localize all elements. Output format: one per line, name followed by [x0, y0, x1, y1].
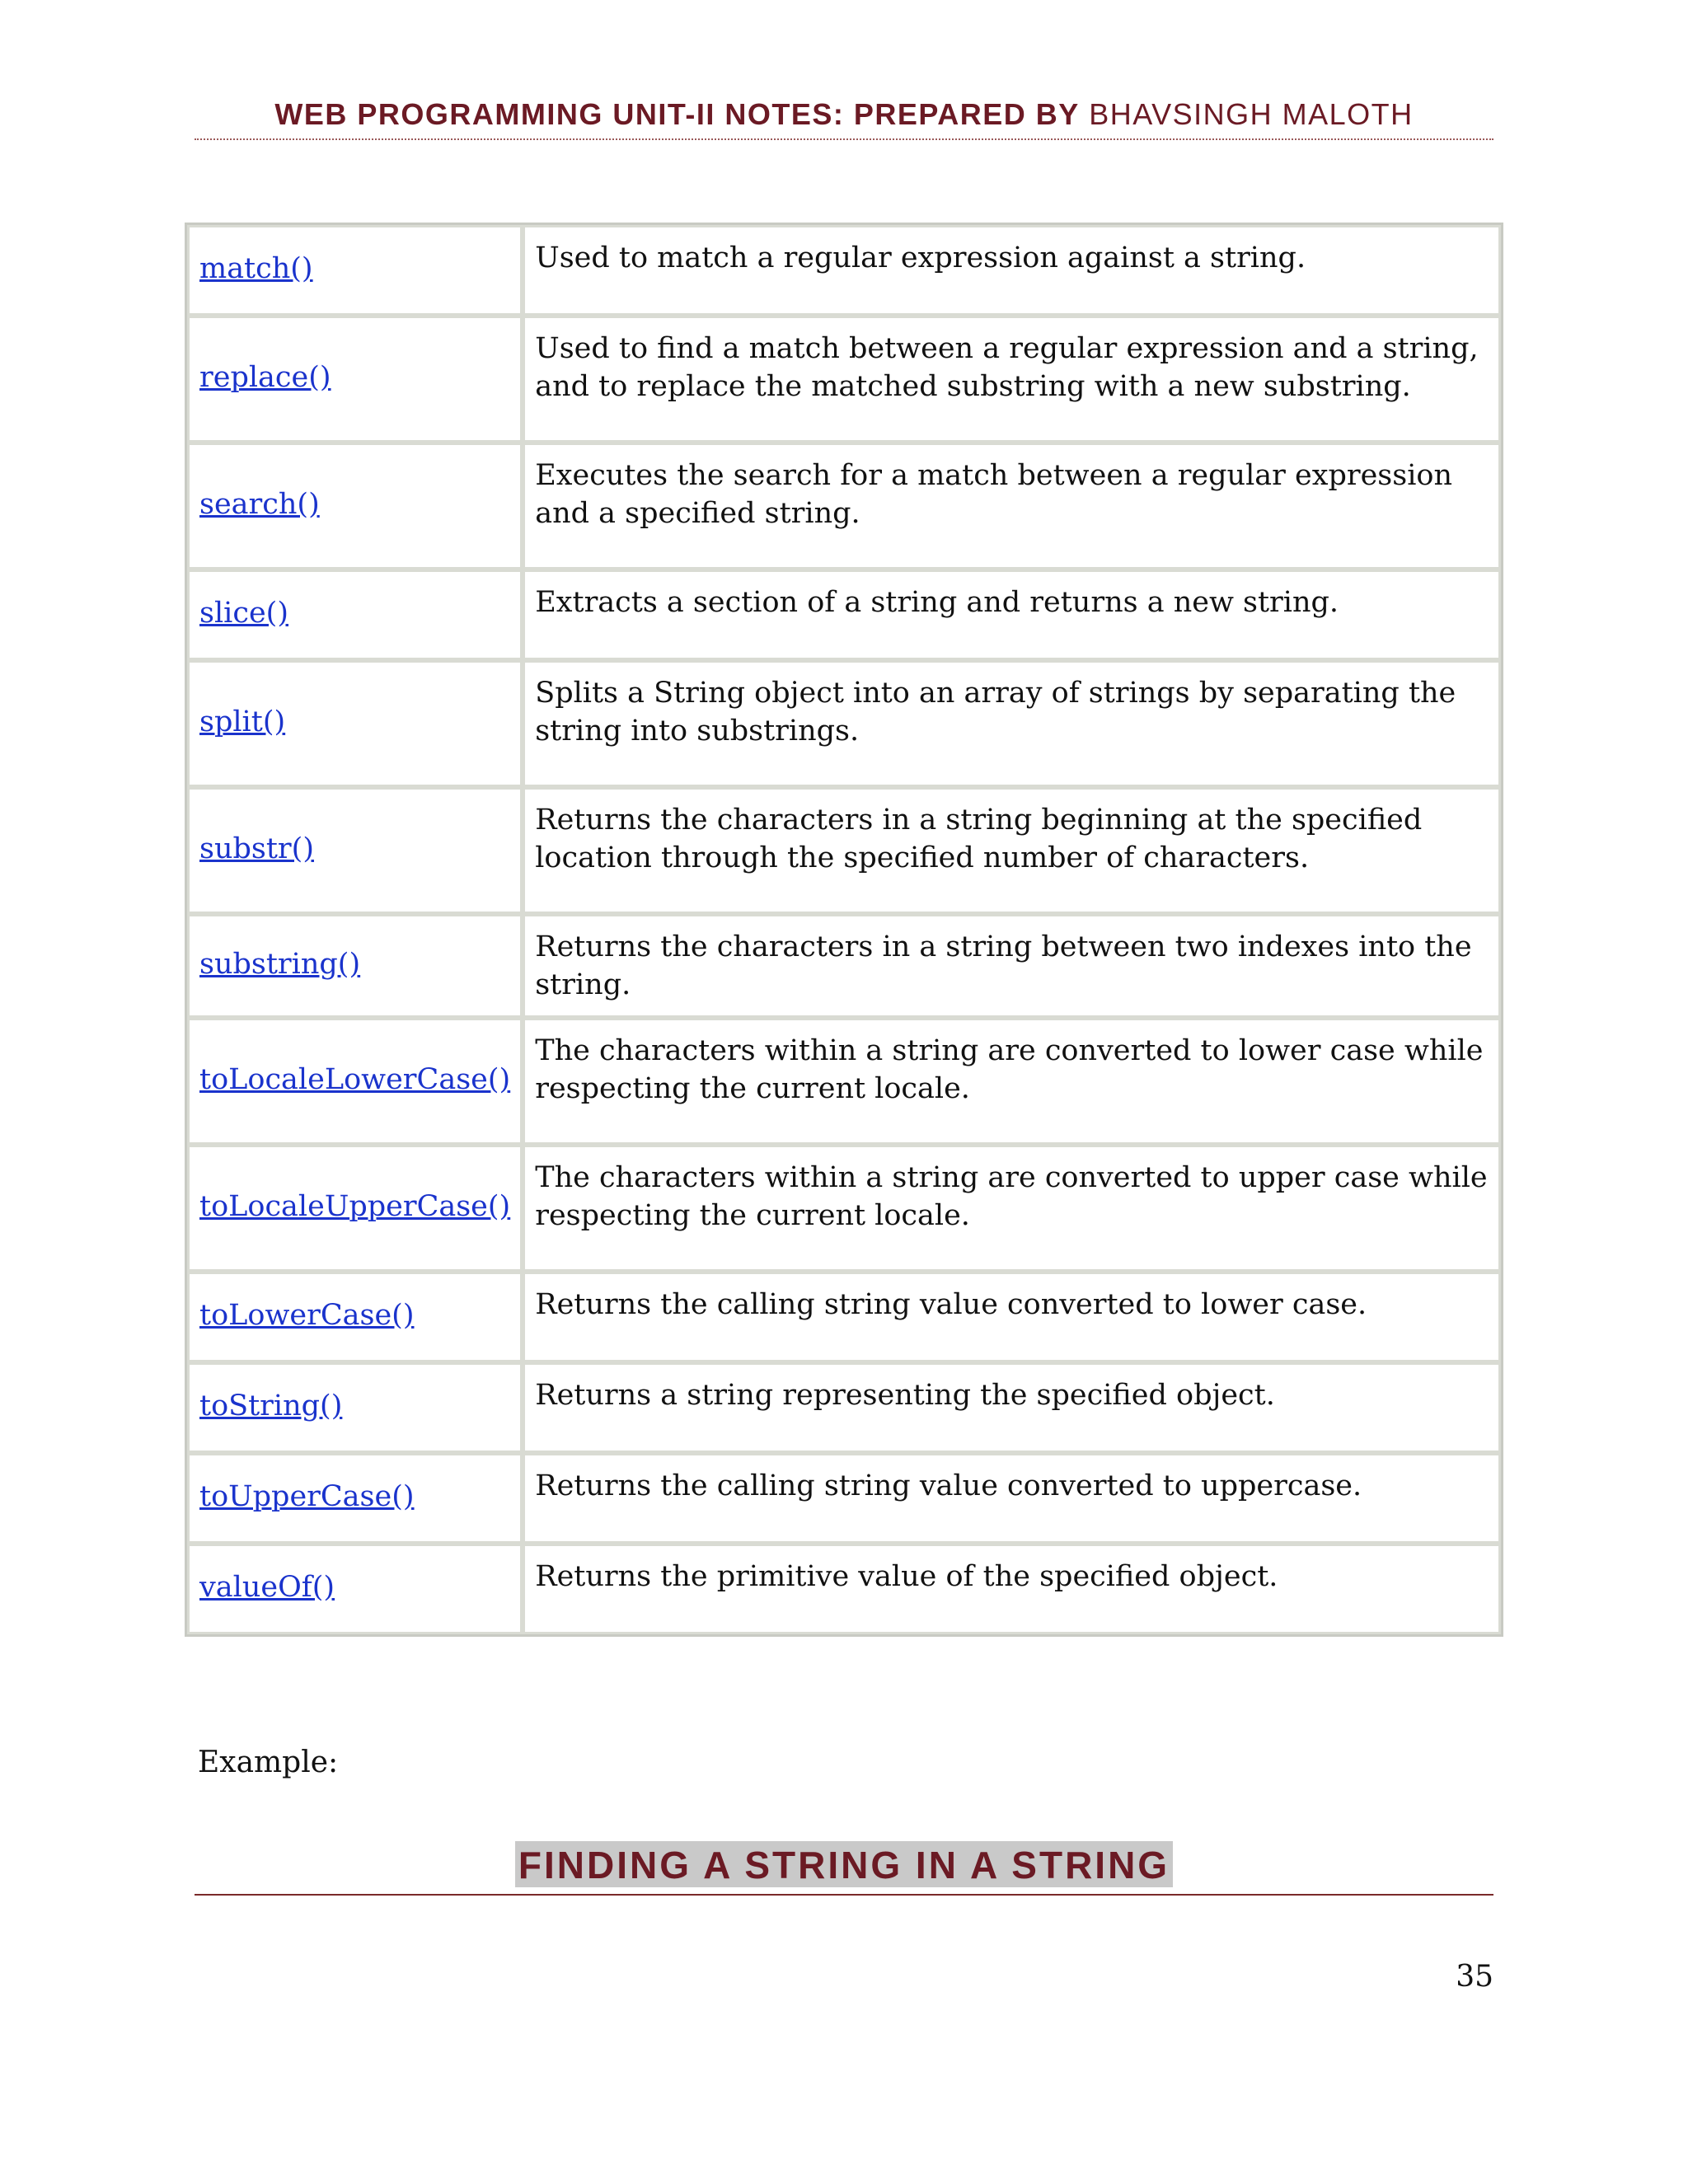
method-description: Used to match a regular expression against a string.: [523, 225, 1501, 316]
section-divider: [195, 1894, 1493, 1896]
method-description: Splits a String object into an array of strings by separating the string into substrings.: [523, 660, 1501, 787]
table-row: [187, 1018, 1501, 1145]
section-heading: [195, 1841, 1493, 1887]
table-row: [187, 914, 1501, 1018]
method-link[interactable]: match(): [187, 225, 523, 316]
method-link[interactable]: toUpperCase(): [187, 1453, 523, 1544]
method-description: The characters within a string are converted to lower case while respecting the current locale.: [523, 1018, 1501, 1145]
table-row: [187, 1544, 1501, 1634]
method-description: Returns the calling string value converted to lower case.: [523, 1272, 1501, 1362]
method-description: Returns the primitive value of the specified object.: [523, 1544, 1501, 1634]
method-link[interactable]: slice(): [187, 569, 523, 660]
table-row: [187, 1145, 1501, 1272]
section-heading-text: FINDING A STRING IN A STRING: [515, 1841, 1173, 1887]
method-link[interactable]: split(): [187, 660, 523, 787]
table-row: [187, 316, 1501, 443]
method-description: Executes the search for a match between a regular expression and a specified string.: [523, 443, 1501, 569]
example-label: Example:: [198, 1746, 339, 1779]
method-link[interactable]: valueOf(): [187, 1544, 523, 1634]
method-description: Returns the characters in a string between two indexes into the string.: [523, 914, 1501, 1018]
table-row: [187, 1362, 1501, 1453]
header-author: BHAVSINGH MALOTH: [1089, 97, 1414, 131]
method-description: Extracts a section of a string and returns a new string.: [523, 569, 1501, 660]
method-description: Returns a string representing the specified object.: [523, 1362, 1501, 1453]
method-link[interactable]: toString(): [187, 1362, 523, 1453]
method-link[interactable]: toLowerCase(): [187, 1272, 523, 1362]
method-link[interactable]: search(): [187, 443, 523, 569]
table-row: [187, 1272, 1501, 1362]
string-methods-table: [185, 223, 1503, 1637]
page-header: [195, 97, 1493, 132]
method-link[interactable]: toLocaleUpperCase(): [187, 1145, 523, 1272]
table-row: [187, 225, 1501, 316]
method-link[interactable]: toLocaleLowerCase(): [187, 1018, 523, 1145]
method-link[interactable]: substring(): [187, 914, 523, 1018]
header-divider: [195, 138, 1493, 140]
method-description: The characters within a string are converted to upper case while respecting the current locale.: [523, 1145, 1501, 1272]
method-description: Returns the calling string value converted to uppercase.: [523, 1453, 1501, 1544]
method-description: Used to find a match between a regular expression and a string, and to replace the matched substring with a new substring.: [523, 316, 1501, 443]
page-number: 35: [1456, 1960, 1493, 1994]
table-row: [187, 660, 1501, 787]
method-link[interactable]: substr(): [187, 787, 523, 914]
header-title: WEB PROGRAMMING UNIT-II NOTES: PREPARED BY: [274, 97, 1080, 131]
table-row: [187, 1453, 1501, 1544]
method-description: Returns the characters in a string beginning at the specified location through the specified number of characters.: [523, 787, 1501, 914]
table-row: [187, 787, 1501, 914]
method-link[interactable]: replace(): [187, 316, 523, 443]
table-row: [187, 569, 1501, 660]
table-row: [187, 443, 1501, 569]
